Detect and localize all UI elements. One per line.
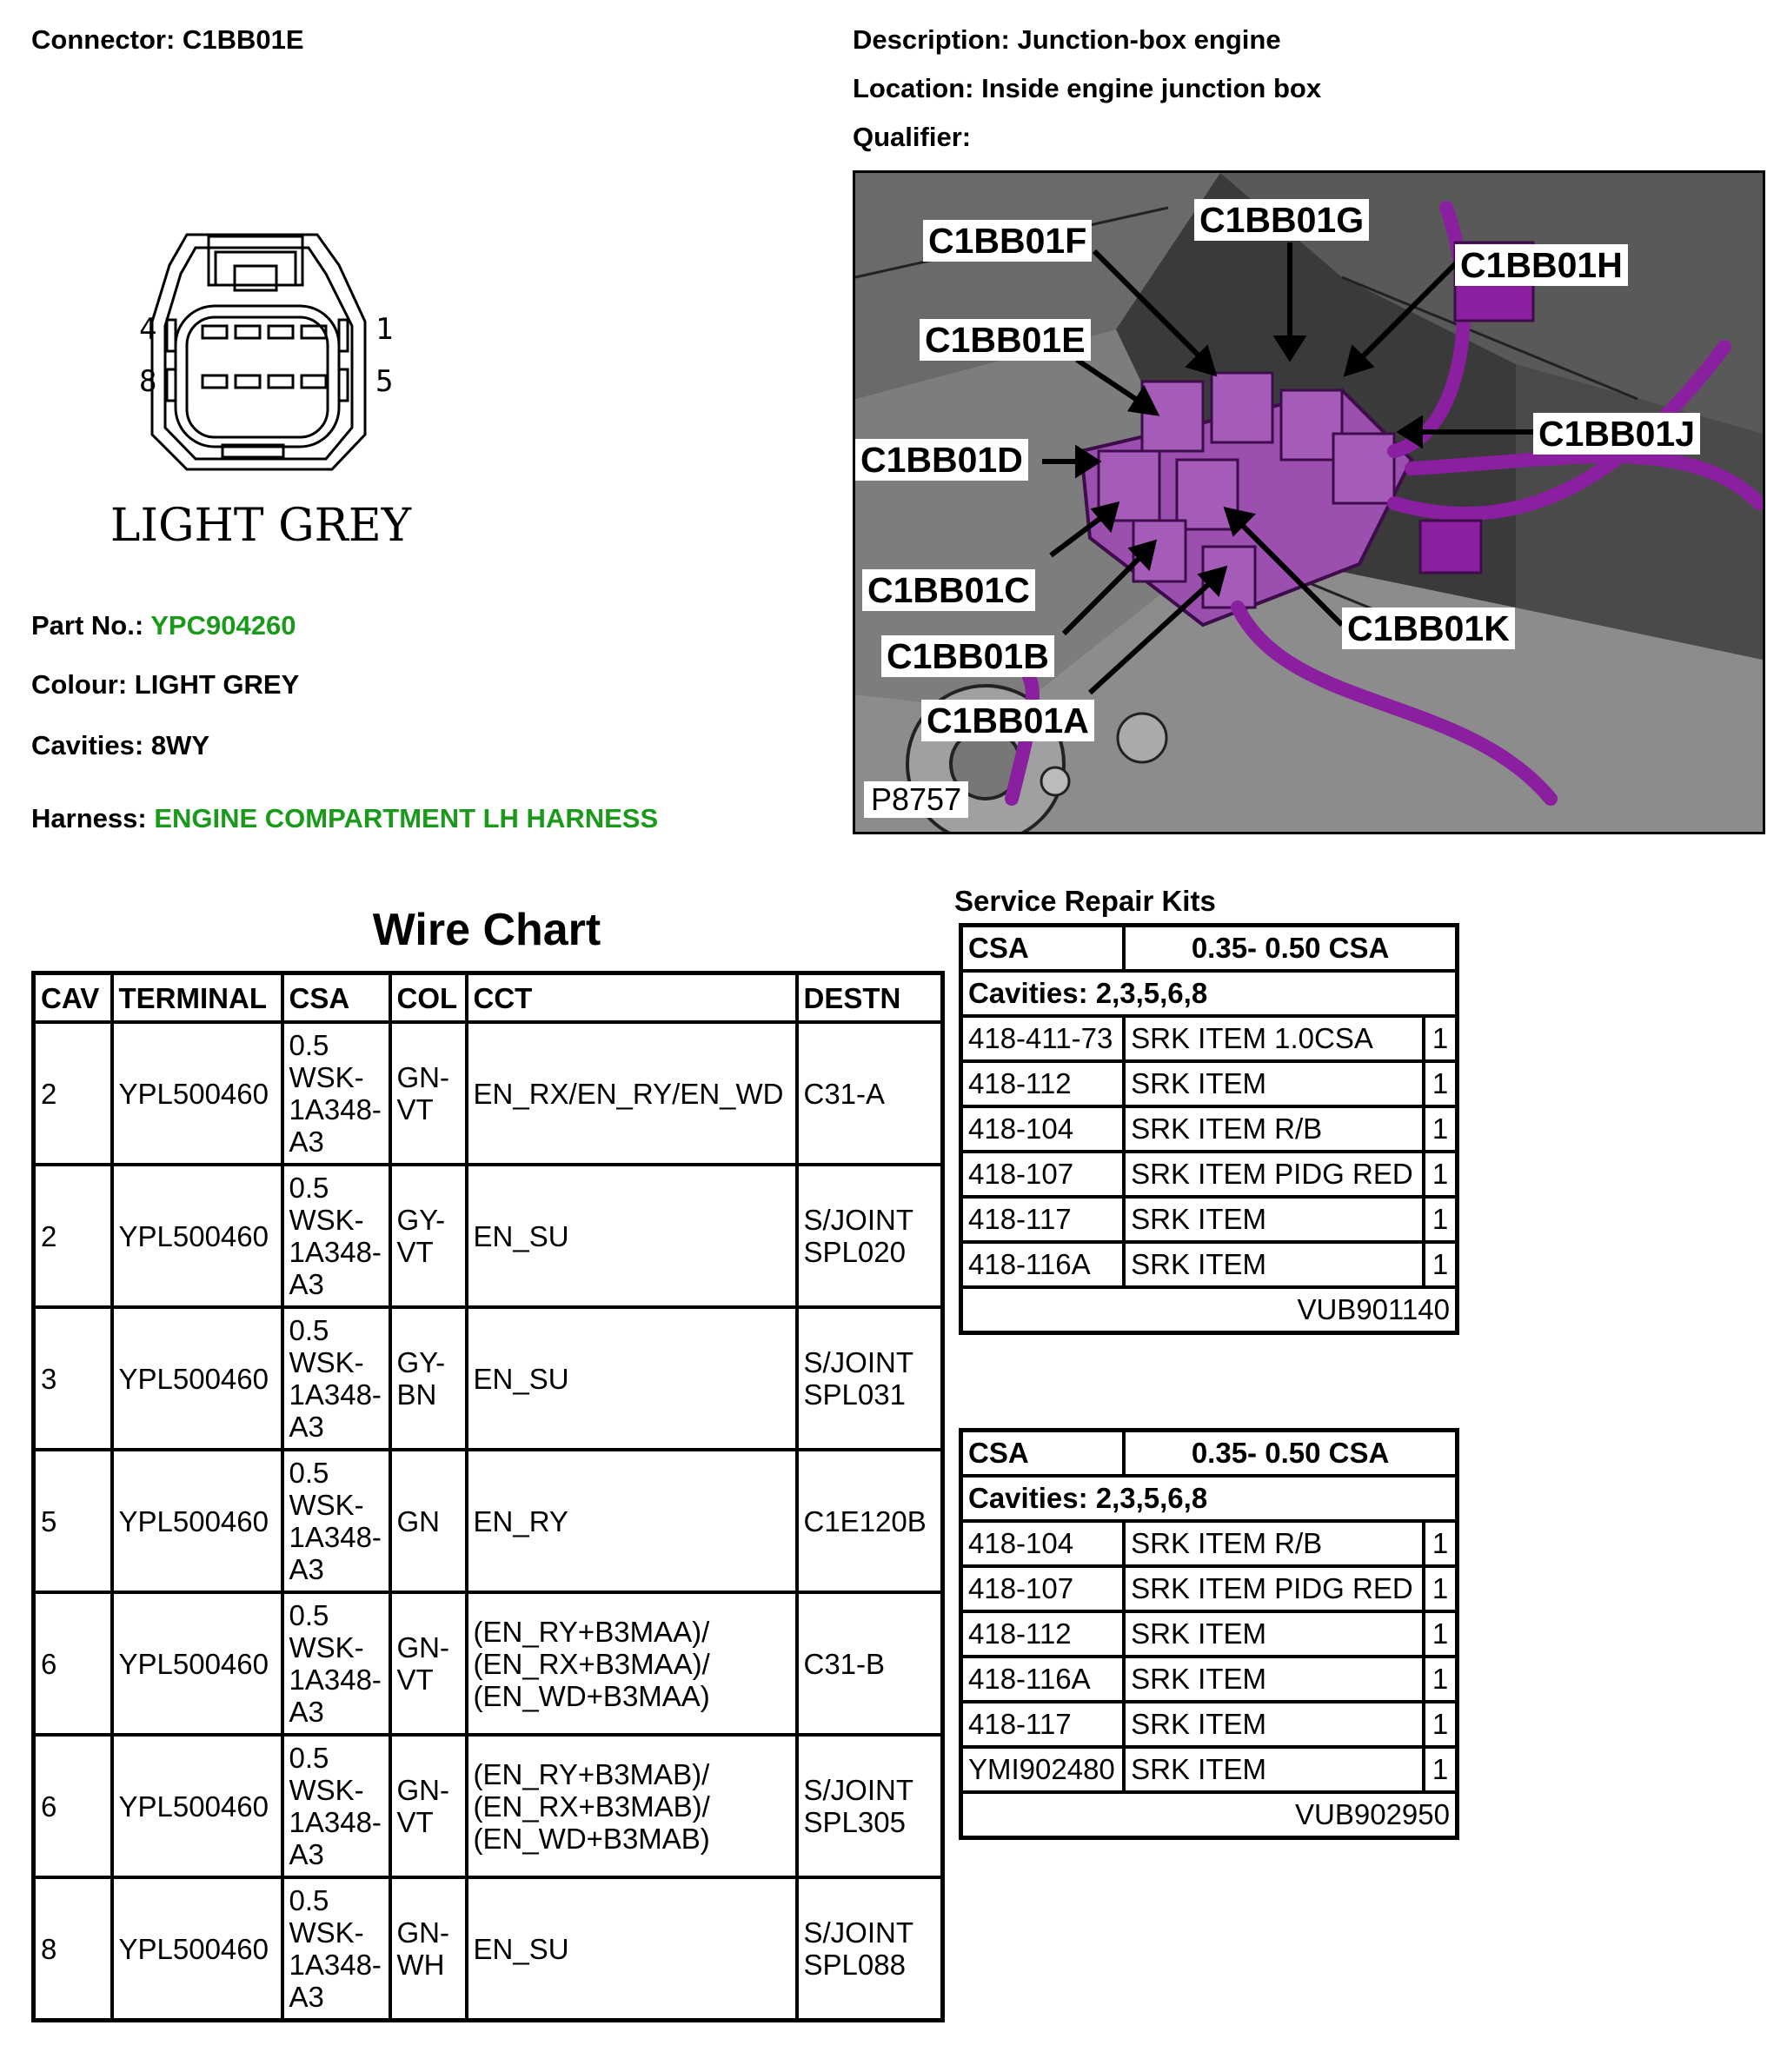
service-repair-kits-title: Service Repair Kits (954, 885, 1216, 917)
cell-col: GN- VT (390, 1022, 467, 1165)
cell-terminal: YPL500460 (112, 1450, 282, 1592)
cell-terminal: YPL500460 (112, 1592, 282, 1735)
harness: Harness: ENGINE COMPARTMENT LH HARNESS (31, 803, 659, 833)
table-row (34, 1450, 943, 1592)
kit-item-quantity: 1 (1424, 1106, 1457, 1152)
table-row (961, 1106, 1458, 1152)
callout-c1bb01f: C1BB01F (923, 220, 1092, 262)
kit-item-description: SRK ITEM (1124, 1702, 1424, 1747)
kit-item-quantity: 1 (1424, 1702, 1457, 1747)
kit-part-number: 418-104 (961, 1521, 1125, 1566)
cell-destn: S/JOINT SPL305 (797, 1735, 943, 1877)
kit-cavities: Cavities: 2,3,5,6,8 (961, 1476, 1458, 1521)
kit-item-description: SRK ITEM (1124, 1657, 1424, 1702)
cell-csa: 0.5 WSK- 1A348- A3 (282, 1307, 390, 1450)
cell-terminal: YPL500460 (112, 1877, 282, 2021)
kit-part-number: 418-107 (961, 1152, 1125, 1197)
cell-terminal: YPL500460 (112, 1165, 282, 1307)
kit-item-description: SRK ITEM PIDG RED (1124, 1152, 1424, 1197)
kit-item-description: SRK ITEM (1124, 1611, 1424, 1657)
kit-item-description: SRK ITEM 1.0CSA (1124, 1016, 1424, 1061)
kit-item-quantity: 1 (1424, 1566, 1457, 1611)
cavities-text: Cavities: 8WY (31, 730, 210, 760)
cell-csa: 0.5 WSK- 1A348- A3 (282, 1450, 390, 1592)
table-row (961, 1016, 1458, 1061)
cell-col: GY- BN (390, 1307, 467, 1450)
cell-csa: 0.5 WSK- 1A348- A3 (282, 1592, 390, 1735)
wire-chart-table (31, 971, 945, 2022)
pin-label-4: 4 (139, 312, 157, 347)
kit-csa-row (961, 926, 1458, 972)
kit-item-quantity: 1 (1424, 1197, 1457, 1242)
table-row (961, 1702, 1458, 1747)
cell-cav: 2 (34, 1165, 112, 1307)
kit-item-description: SRK ITEM (1124, 1747, 1424, 1792)
kit-csa-value: 0.35- 0.50 CSA (1124, 926, 1457, 972)
cell-csa: 0.5 WSK- 1A348- A3 (282, 1735, 390, 1877)
table-row (961, 1152, 1458, 1197)
cell-destn: S/JOINT SPL088 (797, 1877, 943, 2021)
part-number: Part No.: YPC904260 (31, 610, 296, 641)
kit-item-quantity: 1 (1424, 1611, 1457, 1657)
cell-col: GY- VT (390, 1165, 467, 1307)
kit-csa-label: CSA (961, 1431, 1125, 1477)
kit-part-number: 418-116A (961, 1657, 1125, 1702)
cell-cav: 2 (34, 1022, 112, 1165)
table-row (961, 1242, 1458, 1287)
callout-c1bb01c: C1BB01C (862, 569, 1035, 611)
qualifier-label: Qualifier: (853, 122, 972, 152)
kit-number: VUB902950 (961, 1792, 1458, 1838)
kit-part-number: 418-107 (961, 1566, 1125, 1611)
cell-csa: 0.5 WSK- 1A348- A3 (282, 1022, 390, 1165)
cell-destn: S/JOINT SPL020 (797, 1165, 943, 1307)
table-row (961, 1611, 1458, 1657)
connector-face-diagram (104, 209, 435, 556)
cell-cav: 5 (34, 1450, 112, 1592)
kit-item-quantity: 1 (1424, 1152, 1457, 1197)
header-cav: CAV (34, 973, 112, 1023)
pin-label-1: 1 (375, 312, 394, 347)
location-photo (853, 170, 1765, 834)
cell-csa: 0.5 WSK- 1A348- A3 (282, 1165, 390, 1307)
cell-destn: C31-A (797, 1022, 943, 1165)
cell-destn: C31-B (797, 1592, 943, 1735)
cell-col: GN- VT (390, 1735, 467, 1877)
harness-value: ENGINE COMPARTMENT LH HARNESS (154, 803, 659, 833)
cell-cct: (EN_RY+B3MAB)/ (EN_RX+B3MAB)/ (EN_WD+B3MAB) (467, 1735, 797, 1877)
kit-part-number: 418-112 (961, 1611, 1125, 1657)
callout-c1bb01d: C1BB01D (855, 439, 1028, 481)
description-text: Description: Junction-box engine (853, 24, 1281, 55)
callout-c1bb01j: C1BB01J (1533, 413, 1700, 455)
kit-item-description: SRK ITEM PIDG RED (1124, 1566, 1424, 1611)
service-repair-kit-table (959, 1428, 1459, 1840)
table-row (961, 1747, 1458, 1792)
table-row (34, 1307, 943, 1450)
kit-part-number: 418-117 (961, 1197, 1125, 1242)
table-row (34, 1735, 943, 1877)
kit-item-quantity: 1 (1424, 1657, 1457, 1702)
service-repair-kit-table (959, 923, 1459, 1335)
table-row (34, 1592, 943, 1735)
cell-cct: EN_RX/EN_RY/EN_WD (467, 1022, 797, 1165)
kit-number-row (961, 1287, 1458, 1333)
kit-csa-row (961, 1431, 1458, 1477)
cell-cav: 3 (34, 1307, 112, 1450)
cell-cct: EN_SU (467, 1307, 797, 1450)
cell-cav: 6 (34, 1592, 112, 1735)
header-destn: DESTN (797, 973, 943, 1023)
table-row (961, 1197, 1458, 1242)
kit-part-number: 418-117 (961, 1702, 1125, 1747)
kit-item-description: SRK ITEM (1124, 1197, 1424, 1242)
kit-part-number: 418-112 (961, 1061, 1125, 1106)
table-row (961, 1521, 1458, 1566)
header-col: COL (390, 973, 467, 1023)
kit-number-row (961, 1792, 1458, 1838)
callout-c1bb01b: C1BB01B (881, 635, 1054, 677)
table-row (961, 1657, 1458, 1702)
cell-terminal: YPL500460 (112, 1735, 282, 1877)
cell-terminal: YPL500460 (112, 1022, 282, 1165)
kit-item-quantity: 1 (1424, 1747, 1457, 1792)
kit-item-quantity: 1 (1424, 1242, 1457, 1287)
table-row (34, 1877, 943, 2021)
wire-chart-body (34, 1022, 943, 2021)
part-number-value: YPC904260 (150, 610, 296, 641)
kit-item-description: SRK ITEM (1124, 1242, 1424, 1287)
kit-item-description: SRK ITEM R/B (1124, 1106, 1424, 1152)
callout-c1bb01e: C1BB01E (920, 319, 1091, 361)
kit-part-number: 418-116A (961, 1242, 1125, 1287)
table-row (34, 1165, 943, 1307)
cell-cct: EN_SU (467, 1877, 797, 2021)
kit-item-quantity: 1 (1424, 1521, 1457, 1566)
header-terminal: TERMINAL (112, 973, 282, 1023)
kit-csa-value: 0.35- 0.50 CSA (1124, 1431, 1457, 1477)
cavity-row-top (203, 326, 326, 338)
kit-cavities-row (961, 1476, 1458, 1521)
wire-chart-title: Wire Chart (372, 905, 601, 955)
header-csa: CSA (282, 973, 390, 1023)
colour-text: Colour: LIGHT GREY (31, 669, 300, 700)
cell-cav: 8 (34, 1877, 112, 2021)
cell-destn: S/JOINT SPL031 (797, 1307, 943, 1450)
kit-number: VUB901140 (961, 1287, 1458, 1333)
cavity-row-bottom (203, 375, 326, 388)
cell-csa: 0.5 WSK- 1A348- A3 (282, 1877, 390, 2021)
kit-item-quantity: 1 (1424, 1016, 1457, 1061)
callout-c1bb01k: C1BB01K (1342, 608, 1515, 649)
kit-part-number: 418-104 (961, 1106, 1125, 1152)
cell-cct: EN_RY (467, 1450, 797, 1592)
cell-col: GN- WH (390, 1877, 467, 2021)
kit-item-description: SRK ITEM R/B (1124, 1521, 1424, 1566)
callout-c1bb01h: C1BB01H (1455, 244, 1628, 286)
table-row (961, 1566, 1458, 1611)
kit-item-quantity: 1 (1424, 1061, 1457, 1106)
location-text: Location: Inside engine junction box (853, 73, 1322, 103)
cell-cct: (EN_RY+B3MAA)/ (EN_RX+B3MAA)/ (EN_WD+B3MAA) (467, 1592, 797, 1735)
kit-item-description: SRK ITEM (1124, 1061, 1424, 1106)
table-row (34, 1022, 943, 1165)
pin-label-8: 8 (139, 364, 157, 399)
kit-part-number: 418-411-73 (961, 1016, 1125, 1061)
cell-col: GN- VT (390, 1592, 467, 1735)
cell-terminal: YPL500460 (112, 1307, 282, 1450)
kit-cavities-row (961, 971, 1458, 1016)
cell-cav: 6 (34, 1735, 112, 1877)
kit-cavities: Cavities: 2,3,5,6,8 (961, 971, 1458, 1016)
callout-c1bb01a: C1BB01A (921, 700, 1094, 741)
connector-heading: Connector: C1BB01E (31, 24, 304, 55)
cell-cct: EN_SU (467, 1165, 797, 1307)
header-cct: CCT (467, 973, 797, 1023)
kit-part-number: YMI902480 (961, 1747, 1125, 1792)
callout-c1bb01g: C1BB01G (1194, 199, 1369, 241)
table-row (961, 1061, 1458, 1106)
cell-destn: C1E120B (797, 1450, 943, 1592)
colour-label: LIGHT GREY (110, 500, 412, 552)
wire-chart-header-row (34, 973, 943, 1023)
photo-code: P8757 (864, 781, 968, 818)
pin-label-5: 5 (375, 364, 394, 399)
cell-col: GN (390, 1450, 467, 1592)
kit-csa-label: CSA (961, 926, 1125, 972)
